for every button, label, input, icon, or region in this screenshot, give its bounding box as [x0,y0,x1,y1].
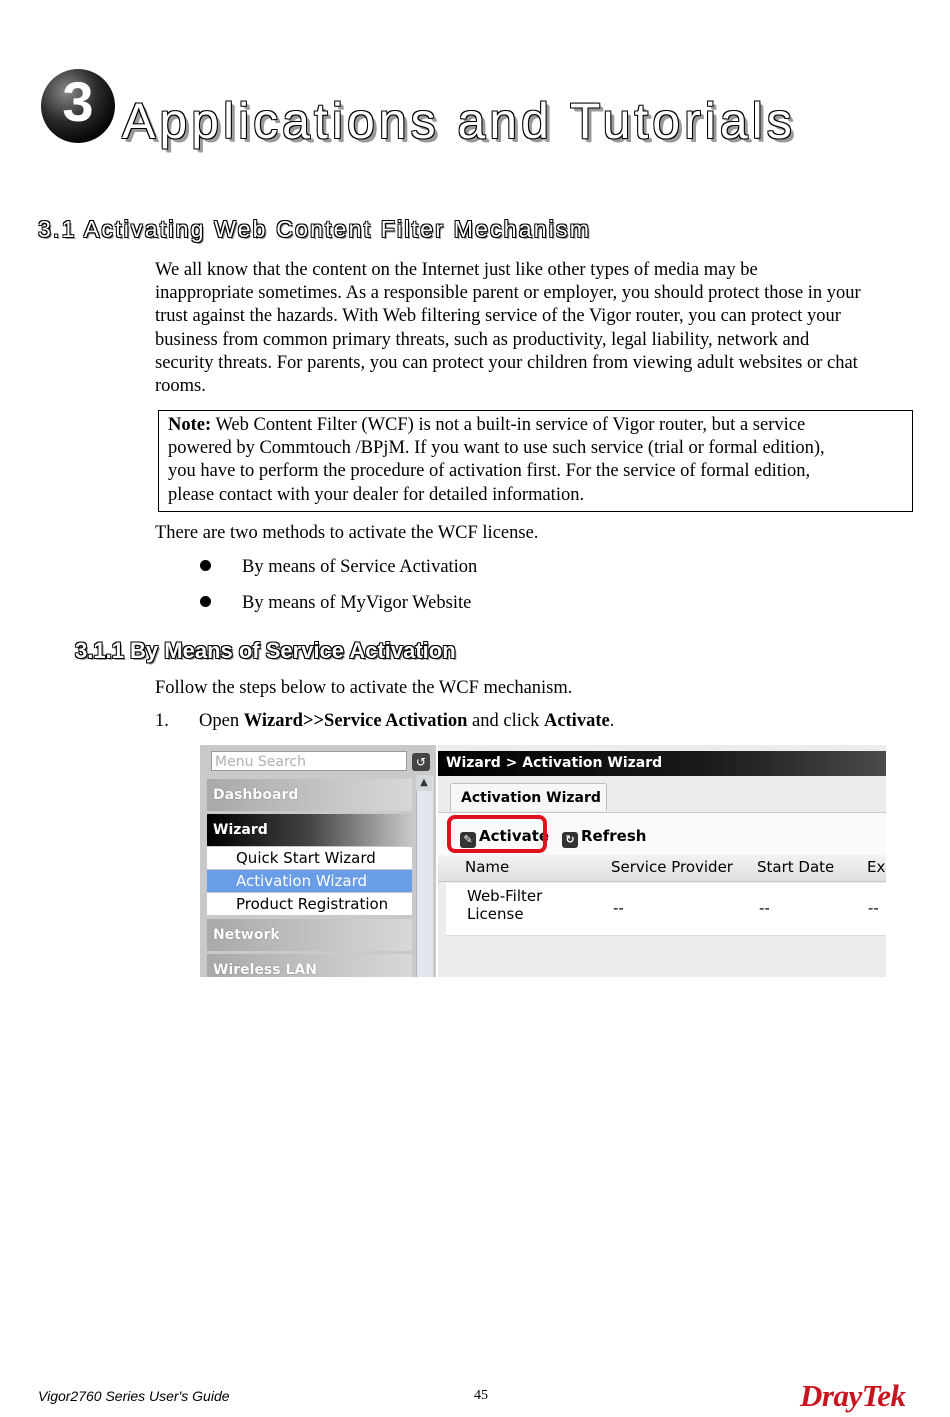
intro-line: inappropriate sometimes. As a responsible parent or employer, you should protect those in your [155,283,861,304]
menu-item-quick-start-wizard[interactable]: Quick Start Wizard [207,847,412,869]
refresh-label: Refresh [581,827,647,845]
cell-name-line: Web-Filter [467,887,543,905]
step-text-pre: Open [199,711,244,731]
sidebar-menu [200,745,436,977]
menu-dashboard[interactable]: Dashboard [207,779,412,811]
menu-item-activation-wizard[interactable]: Activation Wizard [207,870,412,892]
step-number: 1. [155,711,169,731]
intro-line: rooms. [155,376,206,397]
note-line: please contact with your dealer for detailed information. [168,484,585,505]
column-service-provider: Service Provider [611,858,733,876]
content-header: Wizard > Activation Wizard [438,751,886,776]
menu-search-input[interactable]: Menu Search [211,751,407,771]
column-name: Name [465,858,510,876]
method-item: By means of MyVigor Website [242,593,472,613]
tab-activation-wizard[interactable]: Activation Wizard [450,783,607,811]
page-number: 45 [474,1388,488,1403]
footer-guide-title: Vigor2760 Series User's Guide [38,1388,230,1404]
activate-icon: ✎ [460,832,476,848]
menu-network[interactable]: Network [207,919,412,951]
content-panel [438,745,886,977]
intro-line: We all know that the content on the Internet just like other types of media may be [155,260,758,280]
bullet-dot [200,560,211,571]
note-line: Web Content Filter (WCF) is not a built-in service of Vigor router, but a service [211,415,806,435]
step-text [199,711,614,732]
chapter-title: Applications and Tutorials [122,93,796,149]
note-label: Note: [168,415,212,435]
menu-wireless-lan[interactable]: Wireless LAN [207,954,412,977]
step-action: Activate [543,711,610,731]
note-line: you have to perform the procedure of activation first. For the service of formal edition, [168,461,811,482]
menu-wizard[interactable]: Wizard [207,814,412,846]
activate-highlight [447,815,550,853]
step-text-mid: and click [467,711,544,731]
step-menu-path: Wizard>>Service Activation [243,711,468,731]
draytek-logo: DrayTek [800,1378,906,1413]
intro-line: business from common primary threats, such as productivity, legal liability, network and [155,329,810,350]
intro-line: trust against the hazards. With Web filtering service of the Vigor router, you can protect your [155,306,841,327]
intro-paragraph [155,259,930,398]
cell-name [467,887,542,923]
cell-name-line: License [467,905,524,923]
note-box [158,410,913,512]
intro-line: security threats. For parents, you can protect your children from viewing adult websites or chat [155,352,858,373]
router-ui-screenshot [200,745,886,977]
bullet-dot [200,596,211,607]
column-expire: Ex [867,858,886,876]
cell-start-date: -- [759,899,770,917]
section-title: 3.1 Activating Web Content Filter Mechanism [38,216,592,242]
search-clear-icon[interactable]: ↺ [412,753,430,771]
refresh-icon: ↻ [562,832,578,848]
refresh-button[interactable] [562,827,646,848]
method-item: By means of Service Activation [242,557,478,577]
menu-scrollbar[interactable] [416,775,433,977]
chapter-number: 3 [62,70,94,133]
menu-item-product-registration[interactable]: Product Registration [207,893,412,915]
follow-text: Follow the steps below to activate the WCF mechanism. [155,678,573,698]
cell-expire: -- [868,899,879,917]
cell-provider: -- [613,899,624,917]
column-start-date: Start Date [757,858,835,876]
activate-label: Activate [479,827,550,845]
note-line: powered by Commtouch /BPjM. If you want to use such service (trial or formal edition), [168,438,825,459]
subsection-title: 3.1.1 By Means of Service Activation [75,638,456,663]
step-text-post: . [609,711,615,731]
methods-intro: There are two methods to activate the WCF license. [155,523,539,543]
scroll-up-icon[interactable]: ▲ [416,775,432,791]
